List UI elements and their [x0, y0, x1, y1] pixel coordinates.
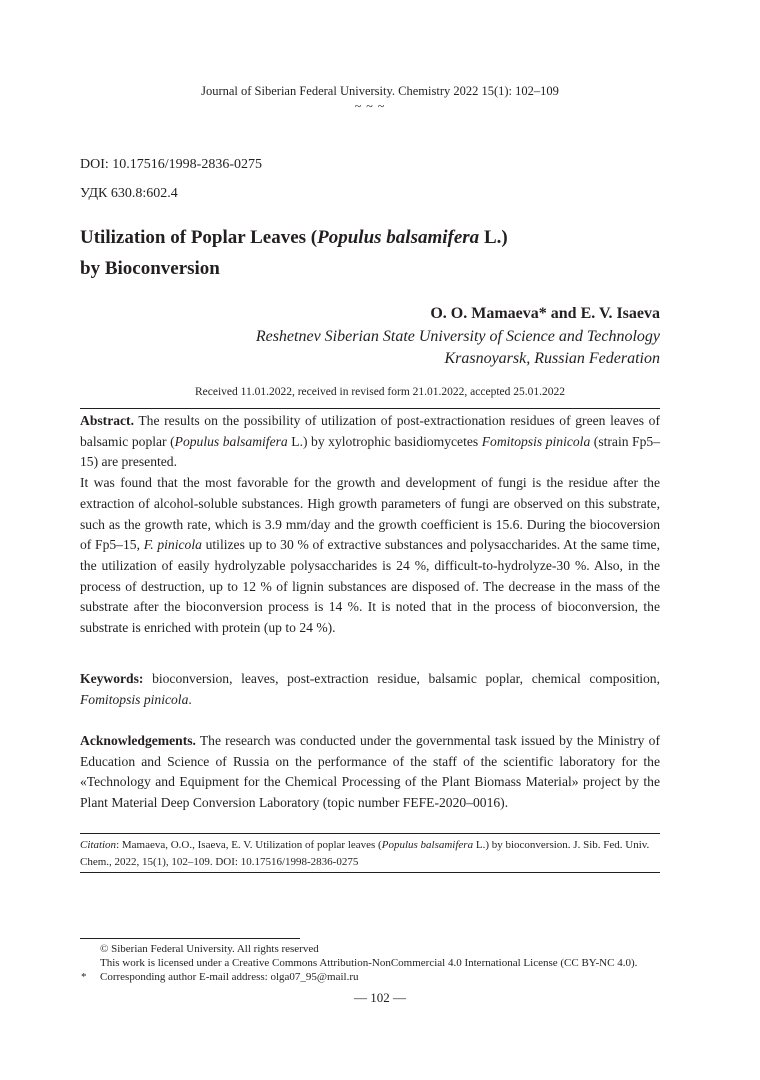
footnote-star: *	[81, 971, 87, 983]
footnote-copyright: © Siberian Federal University. All rights reserved	[100, 943, 319, 955]
title-part-1: Utilization of Poplar Leaves (	[80, 227, 318, 248]
acknowledgements: Acknowledgements. The research was conducted under the governmental task issued by the Ministry of Education and Science of Russia on the performance of the staff of the scientific laboratory for the «Technology and Equipment for the Chemical Processing of the Plant Biomass Material» project by the Plant Material Deep Conversion Laboratory (topic number FEFE-2020–0016).	[80, 733, 660, 811]
udk: УДК 630.8:602.4	[80, 186, 178, 201]
abstract-paragraph-1: Abstract. The results on the possibility of utilization of post-extractionation residues of green leaves of balsamic poplar (Populus balsamifera L.) by xylotrophic basidiomycetes Fomitopsis pinicola (strain Fp5–15) are presented.	[80, 413, 661, 470]
title-part-2: L.)	[479, 227, 508, 248]
doi: DOI: 10.17516/1998-2836-0275	[80, 157, 262, 172]
abstract-paragraph-2: It was found that the most favorable for the growth and development of fungi is the residue after the extraction of alcohol-soluble substances. High growth parameters of fungi are observed on this substrate, such as the growth rate, which is 3.9 mm/day and the growth coefficient is 15.6. During the biocoversion of Fp5–15, F. pinicola utilizes up to 30 % of extractive substances and polysaccharides. At the same time, the utilization of easily hydrolyzable polysaccharides is 24 %, difficult-to-hydrolyze-30 %. Also, in the process of destruction, up to 12 % of lignin substances are disposed of. The decrease in the mass of the substrate after the bioconversion process is 14 %. It is noted that in the process of bioconversion, the substrate is enriched with protein (up to 24 %).	[80, 475, 660, 636]
footnote-corresponding: Corresponding author E-mail address: olga07_95@mail.ru	[100, 971, 359, 983]
header-ornament: ~ ~ ~	[354, 99, 386, 113]
abstract-label: Abstract.	[80, 413, 134, 428]
keywords: Keywords: bioconversion, leaves, post-extraction residue, balsamic poplar, chemical composition, Fomitopsis pinicola.	[80, 671, 660, 707]
abstract-top-rule	[80, 408, 660, 409]
affiliation	[256, 326, 660, 370]
citation-label: Citation	[80, 839, 117, 851]
received-dates: Received 11.01.2022, received in revised form 21.01.2022, accepted 25.01.2022	[194, 386, 566, 398]
page-number: — 102 —	[354, 990, 406, 1005]
title-species: Populus balsamifera	[317, 227, 480, 248]
abstract	[80, 411, 660, 639]
article-title	[80, 222, 680, 284]
footnote-rule	[80, 938, 300, 939]
citation-top-rule	[80, 833, 660, 834]
keywords-label: Keywords:	[80, 671, 144, 686]
journal-header: Journal of Siberian Federal University. Chemistry 2022 15(1): 102–109	[201, 84, 559, 98]
authors: O. O. Mamaeva* and E. V. Isaeva	[430, 305, 660, 322]
title-line-2: by Bioconversion	[80, 258, 220, 279]
footnote-license: This work is licensed under a Creative Commons Attribution-NonCommercial 4.0 International License (CC BY-NC 4.0).	[100, 957, 638, 969]
affiliation-location: Krasnoyarsk, Russian Federation	[444, 350, 660, 367]
acknowledgements-label: Acknowledgements.	[80, 733, 196, 748]
affiliation-institution: Reshetnev Siberian State University of Science and Technology	[255, 328, 660, 345]
citation-bottom-rule	[80, 872, 660, 873]
citation: Citation: Mamaeva, O.O., Isaeva, E. V. Utilization of poplar leaves (Populus balsamifera L.) by bioconversion. J. Sib. Fed. Univ. Chem., 2022, 15(1), 102–109. DOI: 10.17516/1998-2836-0275	[80, 839, 650, 868]
